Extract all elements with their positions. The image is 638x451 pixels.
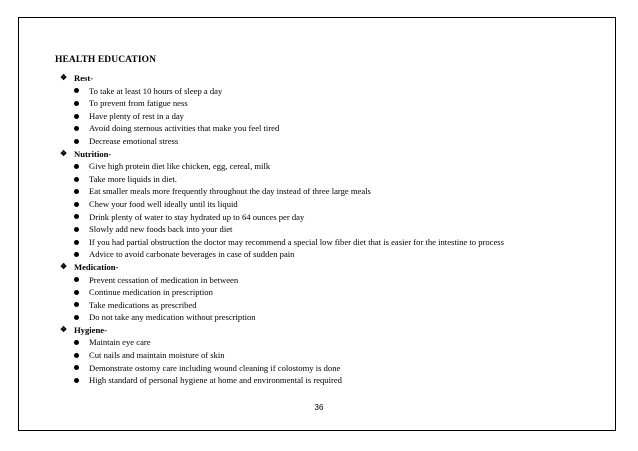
bullet-icon [74, 378, 79, 383]
list-item-text: Prevent cessation of medication in between [89, 274, 239, 285]
bullet-icon [74, 227, 79, 232]
list-item-text: Have plenty of rest in a day [89, 110, 184, 121]
bullet-icon [74, 88, 79, 93]
list-item [60, 374, 600, 387]
bullet-icon [74, 164, 79, 169]
diamond-bullet-icon: ❖ [60, 148, 68, 158]
list-item [60, 223, 600, 236]
section-title-text: Rest- [74, 73, 94, 83]
bullet-icon [74, 114, 79, 119]
bullet-icon [74, 126, 79, 131]
list-item [60, 299, 600, 312]
section-title [60, 72, 600, 85]
diamond-bullet-icon: ❖ [60, 73, 68, 82]
bullet-icon [74, 365, 79, 370]
list-item-text: To prevent from fatigue ness [89, 98, 188, 109]
diamond-bullet-icon: ❖ [60, 324, 68, 334]
document-body [60, 72, 600, 387]
bullet-icon [74, 277, 79, 282]
section-title [60, 261, 600, 274]
bullet-icon [74, 290, 79, 295]
bullet-icon [74, 101, 79, 106]
bullet-icon [74, 353, 79, 358]
bullet-icon [74, 315, 79, 320]
bullet-icon [74, 240, 79, 245]
bullet-icon [74, 252, 79, 257]
list-item-text: Advice to avoid carbonate beverages in case of sudden pain [89, 249, 295, 260]
list-item [60, 336, 600, 349]
list-item [60, 85, 600, 98]
list-item [60, 110, 600, 123]
list-item-text: If you had partial obstruction the doctor may recommend a special low fiber diet that is easier for the intestine to process [89, 236, 504, 247]
bullet-list [60, 85, 600, 148]
bullet-list [60, 160, 600, 261]
bullet-icon [74, 139, 79, 144]
list-item-text: Give high protein diet like chicken, egg, cereal, milk [89, 161, 271, 172]
section-nutrition [60, 148, 600, 261]
bullet-icon [74, 340, 79, 345]
list-item-text: To take at least 10 hours of sleep a day [89, 85, 223, 96]
list-item-text: Cut nails and maintain moisture of skin [89, 350, 225, 361]
list-item [60, 185, 600, 198]
list-item [60, 248, 600, 261]
list-item-text: Eat smaller meals more frequently throughout the day instead of three large meals [89, 186, 371, 197]
section-rest [60, 72, 600, 148]
section-title-text: Hygiene- [74, 324, 107, 335]
list-item [60, 173, 600, 186]
list-item [60, 122, 600, 135]
list-item [60, 236, 600, 249]
section-title [60, 324, 600, 337]
diamond-bullet-icon: ❖ [60, 261, 68, 271]
list-item-text: Do not take any medication without prescription [89, 312, 256, 323]
list-item [60, 135, 600, 148]
section-title [60, 148, 600, 161]
list-item-text: Decrease emotional stress [89, 135, 179, 146]
list-item [60, 198, 600, 211]
list-item-text: Avoid doing sternous activities that make you feel tired [89, 123, 280, 134]
list-item [60, 286, 600, 299]
bullet-icon [74, 214, 79, 219]
list-item-text: Take medications as prescribed [89, 299, 197, 310]
page-heading: HEALTH EDUCATION [55, 55, 157, 65]
list-item-text: High standard of personal hygiene at home and environmental is required [89, 375, 342, 386]
section-title-text: Medication- [74, 261, 119, 272]
list-item [60, 160, 600, 173]
list-item [60, 211, 600, 224]
bullet-icon [74, 302, 79, 307]
list-item-text: Drink plenty of water to stay hydrated up to 64 ounces per day [89, 211, 305, 222]
bullet-list [60, 336, 600, 386]
list-item-text: Slowly add new foods back into your diet [89, 224, 233, 235]
list-item [60, 274, 600, 287]
bullet-icon [74, 202, 79, 207]
list-item-text: Take more liquids in diet. [89, 173, 177, 184]
list-item-text: Continue medication in prescription [89, 287, 213, 298]
list-item [60, 349, 600, 362]
bullet-icon [74, 177, 79, 182]
page-number: 36 [314, 403, 324, 412]
list-item-text: Chew your food well ideally until its liquid [89, 198, 238, 209]
list-item-text: Demonstrate ostomy care including wound cleaning if colostomy is done [89, 362, 341, 373]
section-title-text: Nutrition- [74, 148, 112, 159]
bullet-icon [74, 189, 79, 194]
list-item [60, 97, 600, 110]
list-item [60, 311, 600, 324]
bullet-list [60, 274, 600, 324]
section-hygiene [60, 324, 600, 387]
list-item-text: Maintain eye care [89, 337, 151, 348]
section-medication [60, 261, 600, 324]
list-item [60, 362, 600, 375]
